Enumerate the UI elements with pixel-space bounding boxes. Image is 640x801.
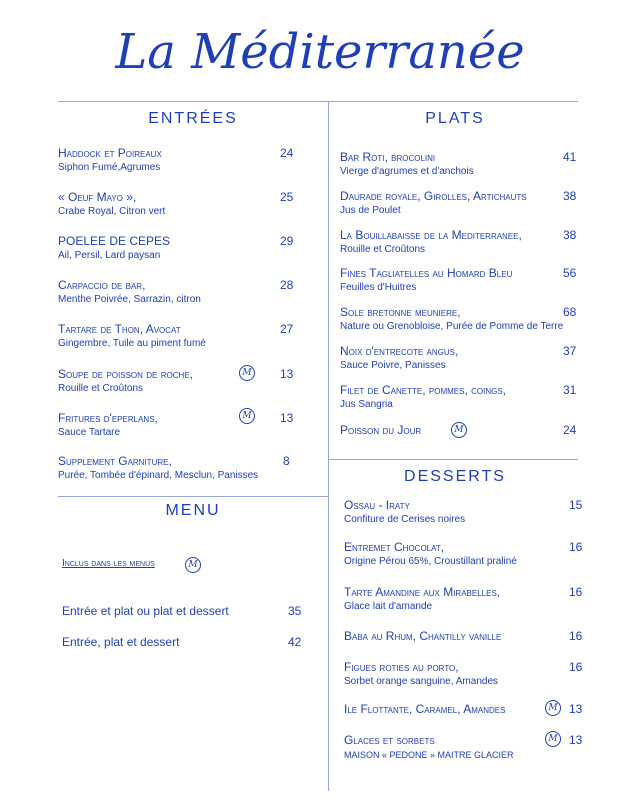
menu-included-icon: M bbox=[239, 408, 255, 424]
item-price: 41 bbox=[563, 150, 577, 164]
item-price: 16 bbox=[569, 585, 583, 599]
menu-line-price: 42 bbox=[288, 635, 302, 649]
dessert-item-0 bbox=[344, 498, 465, 527]
menu-included-icon: M bbox=[545, 731, 561, 747]
entree-item-3 bbox=[58, 278, 201, 307]
dessert-item-4 bbox=[344, 660, 498, 689]
item-desc: Siphon Fumé,Agrumes bbox=[58, 162, 161, 173]
item-price: 13 bbox=[280, 367, 294, 381]
item-price: 56 bbox=[563, 266, 577, 280]
plat-item-3 bbox=[340, 266, 512, 295]
menu-included-icon: M bbox=[239, 365, 255, 381]
item-name: Daurade royale, Girolles, Artichauts bbox=[340, 189, 527, 203]
item-desc: Nature ou Grenobloise, Purée de Pomme de Terre bbox=[340, 321, 564, 332]
dessert-item-6 bbox=[344, 733, 514, 762]
item-name: Carpaccio de bar, bbox=[58, 278, 146, 292]
item-name: Ile Flottante, Caramel, Amandes bbox=[344, 702, 506, 716]
item-name: Supplement Garniture, bbox=[58, 454, 172, 468]
item-desc: Gingembre, Tuile au piment fumé bbox=[58, 338, 206, 349]
item-desc: Origine Pérou 65%, Croustillant praliné bbox=[344, 556, 517, 567]
item-price: 13 bbox=[569, 702, 583, 716]
plats-title: PLATS bbox=[425, 110, 485, 127]
item-name: Noix d'entrecote angus, bbox=[340, 344, 459, 358]
item-name: Ossau - Iraty bbox=[344, 498, 410, 512]
menu-included-icon: M bbox=[185, 557, 201, 573]
item-desc: Rouille et Croûtons bbox=[58, 383, 144, 394]
item-price: 13 bbox=[280, 411, 294, 425]
item-price: 15 bbox=[569, 498, 583, 512]
entrees-title: ENTRÉES bbox=[148, 110, 238, 127]
entree-item-7 bbox=[58, 454, 258, 483]
menu-included-note: Inclus dans les menus bbox=[62, 558, 155, 569]
item-name: Entremet Chocolat, bbox=[344, 540, 445, 554]
top-rule bbox=[58, 101, 578, 102]
item-price: 68 bbox=[563, 305, 577, 319]
item-name: POELEE DE CEPES bbox=[58, 234, 171, 248]
item-desc: Crabe Royal, Citron vert bbox=[58, 206, 166, 217]
item-name: Glaces et sorbets bbox=[344, 733, 435, 747]
item-name: Figues roties au porto, bbox=[344, 660, 459, 674]
menu-line-0: Entrée et plat ou plat et dessert bbox=[62, 604, 229, 618]
item-price: 27 bbox=[280, 322, 294, 336]
item-desc: Sauce Tartare bbox=[58, 427, 121, 438]
item-name: Fines Tagliatelles au Homard Bleu bbox=[340, 266, 513, 280]
item-desc: Vierge d'agrumes et d'anchois bbox=[340, 166, 474, 177]
menu-line-1: Entrée, plat et dessert bbox=[62, 635, 180, 649]
plat-item-4 bbox=[340, 305, 563, 334]
item-name: Haddock et Poireaux bbox=[58, 146, 162, 160]
item-price: 16 bbox=[569, 660, 583, 674]
item-desc: Jus de Poulet bbox=[340, 205, 401, 216]
entree-item-5 bbox=[58, 367, 193, 396]
item-price: 24 bbox=[563, 423, 577, 437]
item-name: Poisson du Jour bbox=[340, 423, 422, 437]
item-name: Tarte Amandine aux Mirabelles, bbox=[344, 585, 501, 599]
menu-rule bbox=[58, 496, 328, 497]
item-price: 28 bbox=[280, 278, 294, 292]
menu-included-icon: M bbox=[451, 422, 467, 438]
item-name: « Oeuf Mayo », bbox=[58, 190, 137, 204]
desserts-rule bbox=[328, 459, 578, 460]
dessert-item-5 bbox=[344, 702, 505, 716]
restaurant-logo bbox=[0, 6, 640, 86]
item-name: Bar Roti, brocolini bbox=[340, 150, 436, 164]
plat-item-6 bbox=[340, 383, 506, 412]
item-price: 16 bbox=[569, 540, 583, 554]
logo-text: La Méditerranée bbox=[115, 24, 525, 80]
item-desc: Menthe Poivrée, Sarrazin, citron bbox=[58, 294, 201, 305]
item-desc: Sauce Poivre, Panisses bbox=[340, 360, 446, 371]
dessert-item-1 bbox=[344, 540, 517, 569]
item-price: 8 bbox=[283, 454, 290, 468]
entree-item-6 bbox=[58, 411, 158, 440]
desserts-title: DESSERTS bbox=[404, 468, 506, 485]
menu-title: MENU bbox=[165, 502, 221, 519]
item-desc: Confiture de Cerises noires bbox=[344, 514, 466, 525]
plat-item-2 bbox=[340, 228, 522, 257]
item-price: 16 bbox=[569, 629, 583, 643]
item-name: La Bouillabaisse de la Mediterranee, bbox=[340, 228, 522, 242]
item-desc: Ail, Persil, Lard paysan bbox=[58, 250, 161, 261]
dessert-item-3 bbox=[344, 629, 501, 643]
column-divider bbox=[328, 101, 329, 791]
menu-included-icon: M bbox=[545, 700, 561, 716]
item-name: Filet de Canette, pommes, coings, bbox=[340, 383, 507, 397]
item-desc: Sorbet orange sanguine, Amandes bbox=[344, 676, 498, 687]
item-name: Tartare de Thon, Avocat bbox=[58, 322, 181, 336]
item-price: 38 bbox=[563, 189, 577, 203]
entree-item-1 bbox=[58, 190, 165, 219]
entree-item-2 bbox=[58, 234, 170, 263]
item-name: Baba au Rhum, Chantilly vanille bbox=[344, 629, 502, 643]
entree-item-4 bbox=[58, 322, 206, 351]
item-desc: Jus Sangria bbox=[340, 399, 393, 410]
item-price: 29 bbox=[280, 234, 294, 248]
item-price: 25 bbox=[280, 190, 294, 204]
plat-item-5 bbox=[340, 344, 458, 373]
item-name: Fritures d'eperlans, bbox=[58, 411, 158, 425]
item-desc: Rouille et Croûtons bbox=[340, 244, 426, 255]
plat-item-7 bbox=[340, 423, 421, 437]
item-desc: Glace lait d'amande bbox=[344, 601, 433, 612]
dessert-item-2 bbox=[344, 585, 500, 614]
item-price: 37 bbox=[563, 344, 577, 358]
item-name: Soupe de poisson de roche, bbox=[58, 367, 193, 381]
item-desc: Purée, Tombée d'épinard, Mesclun, Panisses bbox=[58, 470, 259, 481]
entree-item-0 bbox=[58, 146, 162, 175]
item-price: 31 bbox=[563, 383, 577, 397]
item-price: 13 bbox=[569, 733, 583, 747]
menu-line-price: 35 bbox=[288, 604, 302, 618]
item-desc: Feuilles d'Huitres bbox=[340, 282, 417, 293]
item-desc: MAISON « PEDONE » MAITRE GLACIER bbox=[344, 750, 514, 760]
item-name: Sole bretonne meuniere, bbox=[340, 305, 461, 319]
item-price: 38 bbox=[563, 228, 577, 242]
plat-item-1 bbox=[340, 189, 527, 218]
plat-item-0 bbox=[340, 150, 474, 179]
item-price: 24 bbox=[280, 146, 294, 160]
